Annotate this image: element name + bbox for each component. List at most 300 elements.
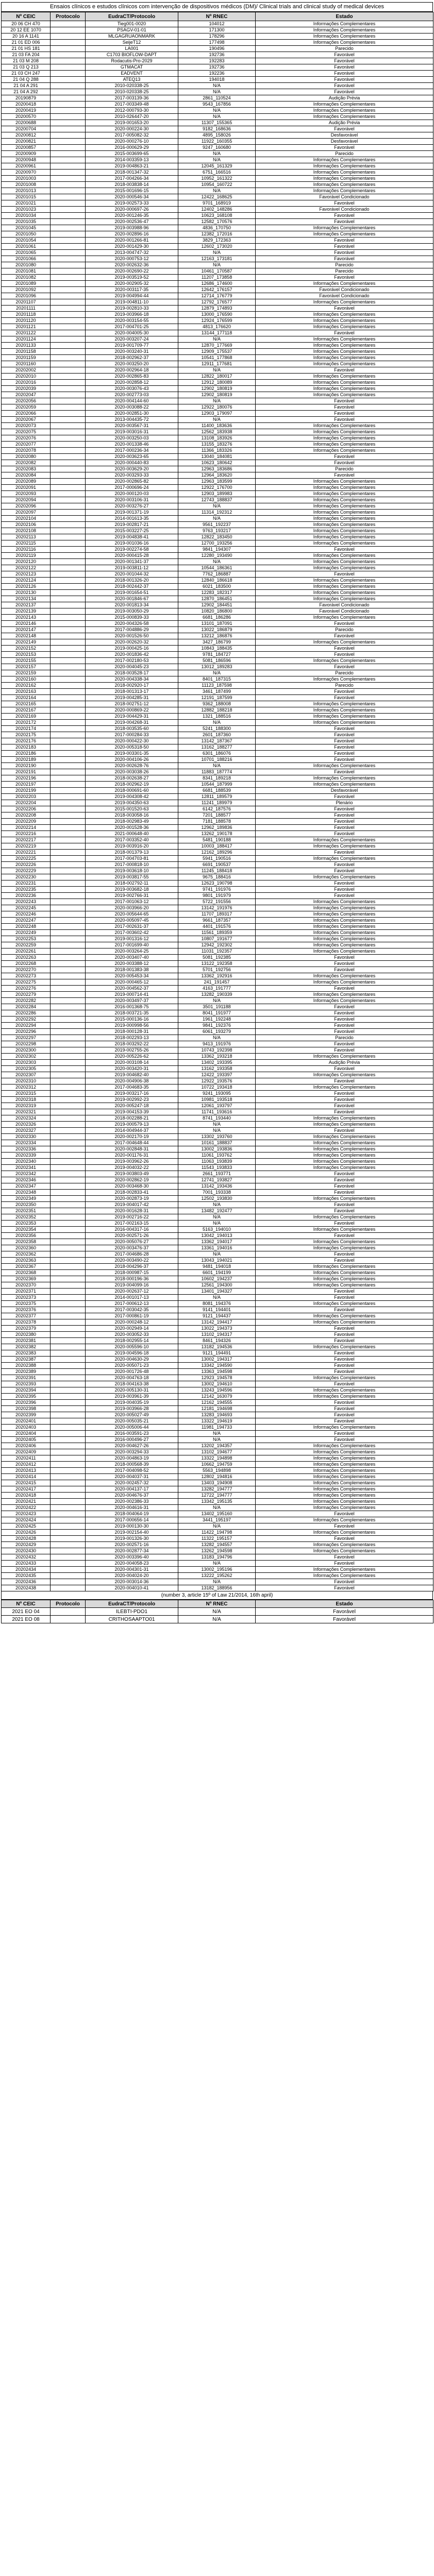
cell-eudract: 2018-002751-12 <box>86 701 178 707</box>
cell-eudract: 2020-002865-82 <box>86 479 178 485</box>
cell-ceic: 20202307 <box>2 1072 51 1078</box>
table-row <box>2 256 433 262</box>
cell-eudract: 2020-004326-58 <box>86 621 178 627</box>
cell-estado: Informações Complementares <box>256 336 433 343</box>
table-row <box>2 1387 433 1394</box>
cell-ceic: 20202096 <box>2 503 51 510</box>
cell-rnec: 3427_186799 <box>178 639 256 646</box>
cell-estado: Informações Complementares <box>256 948 433 955</box>
cell-eudract: 2016-003591-23 <box>86 1431 178 1437</box>
cell-estado: Informações Complementares <box>256 714 433 720</box>
cell-estado: Favorável <box>256 1326 433 1332</box>
cell-eudract: 2019-000425-16 <box>86 646 178 652</box>
cell-rnec: 6142_187576 <box>178 806 256 812</box>
table-row <box>2 986 433 992</box>
cell-protocolo <box>51 485 86 491</box>
cell-protocolo <box>51 1455 86 1462</box>
cell-eudract: 2020-002862-19 <box>86 1177 178 1183</box>
cell-estado: Informações Complementares <box>256 1196 433 1202</box>
cell-eudract: 2019-002274-58 <box>86 547 178 553</box>
table-row <box>2 1177 433 1183</box>
cell-estado: Favorável <box>256 967 433 973</box>
cell-eudract: 2018-000128-31 <box>86 1029 178 1035</box>
cell-protocolo <box>51 528 86 534</box>
cell-estado: Informações Complementares <box>256 1530 433 1536</box>
cell-eudract: 2019-003966-18 <box>86 312 178 318</box>
cell-rnec: N/A <box>178 1561 256 1567</box>
table-row <box>2 1004 433 1010</box>
cell-ceic: 20202126 <box>2 584 51 590</box>
cell-protocolo <box>51 1462 86 1468</box>
cell-protocolo <box>51 1425 86 1431</box>
cell-estado: Favorável <box>256 1202 433 1208</box>
cell-protocolo <box>51 584 86 590</box>
cell-rnec: 13022_194373 <box>178 1326 256 1332</box>
cell-rnec: 10662_194759 <box>178 1462 256 1468</box>
table-row <box>2 1264 433 1270</box>
cell-eudract: 2020-001176-31 <box>86 1153 178 1159</box>
table-row <box>2 1128 433 1134</box>
cell-eudract: 2018-001383-38 <box>86 967 178 973</box>
cell-protocolo <box>51 1474 86 1480</box>
cell-protocolo <box>51 757 86 763</box>
table-row <box>2 200 433 207</box>
cell-ceic: 20202116 <box>2 547 51 553</box>
header-row <box>2 12 433 21</box>
cell-protocolo <box>51 775 86 782</box>
cell-rnec: 12912_180089 <box>178 380 256 386</box>
cell-protocolo <box>51 207 86 213</box>
cell-estado: Informações Complementares <box>256 565 433 571</box>
cell-estado: Informações Complementares <box>256 874 433 880</box>
cell-eudract: 2019-003519-52 <box>86 275 178 281</box>
cell-ceic: 21 01 HS 181 <box>2 46 51 52</box>
cell-estado: Favorável <box>256 1029 433 1035</box>
cell-eudract: 2019-001036-16 <box>86 540 178 547</box>
table-row <box>2 139 433 145</box>
cell-protocolo <box>51 374 86 380</box>
table-row <box>2 398 433 404</box>
cell-estado: Favorável <box>256 411 433 417</box>
cell-eudract: 2020-000869-22 <box>86 707 178 714</box>
cell-eudract: ILEBTI-PDO1 <box>86 1608 178 1616</box>
table-row <box>2 442 433 448</box>
cell-eudract: 2019-003962-26 <box>86 1159 178 1165</box>
cell-rnec: 12743_188837 <box>178 497 256 503</box>
cell-eudract: 2019-001653-20 <box>86 120 178 126</box>
table-row <box>2 1153 433 1159</box>
cell-protocolo <box>51 1214 86 1221</box>
cell-eudract: 2020-004010-41 <box>86 1585 178 1591</box>
table-row <box>2 794 433 800</box>
cell-rnec: N/A <box>178 1616 256 1623</box>
cell-rnec: 13262_190178 <box>178 831 256 837</box>
cell-eudract: 2017-002163-15 <box>86 1221 178 1227</box>
table-row <box>2 608 433 615</box>
cell-estado: Informações Complementares <box>256 188 433 194</box>
table-row <box>2 621 433 627</box>
cell-protocolo <box>51 268 86 275</box>
cell-protocolo <box>51 1282 86 1289</box>
table-row <box>2 646 433 652</box>
cell-protocolo <box>51 887 86 893</box>
cell-protocolo <box>51 306 86 312</box>
cell-protocolo <box>51 1313 86 1319</box>
cell-eudract: 2018-003838-14 <box>86 182 178 188</box>
table-row <box>2 1431 433 1437</box>
cell-ceic: 20202336 <box>2 1146 51 1153</box>
cell-protocolo <box>51 732 86 738</box>
cell-ceic: 20202433 <box>2 1561 51 1567</box>
cell-protocolo <box>51 670 86 676</box>
table-row <box>2 868 433 874</box>
cell-protocolo <box>51 1530 86 1536</box>
cell-eudract: 2014-003359-13 <box>86 157 178 163</box>
cell-rnec: 6751_166516 <box>178 170 256 176</box>
cell-ceic: 20200418 <box>2 101 51 108</box>
table-row <box>2 1375 433 1381</box>
cell-estado: Favorável <box>256 126 433 132</box>
cell-ceic: 20202163 <box>2 689 51 695</box>
cell-ceic: 20202219 <box>2 843 51 850</box>
table-row <box>2 627 433 633</box>
cell-eudract: 2015-000839-33 <box>86 615 178 621</box>
cell-rnec: 13043_194021 <box>178 1258 256 1264</box>
cell-ceic: 20202414 <box>2 1474 51 1480</box>
table-row <box>2 1400 433 1406</box>
cell-eudract: 2020-003088-22 <box>86 404 178 411</box>
cell-ceic: 20201021 <box>2 200 51 207</box>
cell-estado: Informações Complementares <box>256 361 433 367</box>
cell-protocolo <box>51 33 86 40</box>
cell-protocolo <box>51 225 86 231</box>
cell-rnec: 13142_191976 <box>178 905 256 911</box>
cell-rnec: 12902_180819 <box>178 392 256 398</box>
cell-ceic: 20202076 <box>2 435 51 442</box>
cell-rnec: 13162_188277 <box>178 744 256 751</box>
cell-rnec: 12911_177681 <box>178 361 256 367</box>
cell-protocolo <box>51 1054 86 1060</box>
table-row <box>2 664 433 670</box>
table-row <box>2 683 433 689</box>
cell-ceic: 20202124 <box>2 578 51 584</box>
cell-ceic: 20202409 <box>2 1449 51 1455</box>
cell-rnec: 4813_176620 <box>178 324 256 330</box>
cell-protocolo <box>51 1437 86 1443</box>
cell-ceic: 20202383 <box>2 1350 51 1357</box>
cell-ceic: 20202415 <box>2 1480 51 1486</box>
cell-rnec: 11207_173858 <box>178 275 256 281</box>
cell-estado: Favorável <box>256 1233 433 1239</box>
cell-eudract: 2020-001846-67 <box>86 596 178 602</box>
cell-rnec: 11981_194733 <box>178 1425 256 1431</box>
cell-estado: Informações Complementares <box>256 1344 433 1350</box>
cell-protocolo <box>51 497 86 503</box>
cell-rnec: 12903_189983 <box>178 491 256 497</box>
cell-rnec: 177498 <box>178 40 256 46</box>
cell-ceic: 21 04 Q 288 <box>2 77 51 83</box>
cell-protocolo <box>51 911 86 918</box>
table-row <box>2 1282 433 1289</box>
cell-rnec: 5081_186596 <box>178 658 256 664</box>
cell-rnec: 9841_194307 <box>178 547 256 553</box>
cell-rnec: N/A <box>178 1431 256 1437</box>
cell-ceic: 20201023 <box>2 207 51 213</box>
cell-protocolo <box>51 1091 86 1097</box>
cell-estado: Favorável <box>256 1357 433 1363</box>
cell-protocolo <box>51 1140 86 1146</box>
cell-estado: Informações Complementares <box>256 911 433 918</box>
cell-rnec: 8081_194376 <box>178 1301 256 1307</box>
cell-estado: Informações Complementares <box>256 578 433 584</box>
cell-protocolo <box>51 1418 86 1425</box>
table-row <box>2 584 433 590</box>
cell-protocolo <box>51 1097 86 1103</box>
cell-protocolo <box>51 1072 86 1078</box>
table-row <box>2 1060 433 1066</box>
cell-ceic: 20202296 <box>2 1029 51 1035</box>
cell-protocolo <box>51 1221 86 1227</box>
cell-ceic: 20202334 <box>2 1140 51 1146</box>
cell-protocolo <box>51 1406 86 1412</box>
cell-eudract: 2018-000987-15 <box>86 1270 178 1276</box>
cell-ceic: 20202435 <box>2 1573 51 1579</box>
cell-estado: Favorável <box>256 1369 433 1375</box>
cell-estado: Favorável <box>256 1221 433 1227</box>
cell-ceic: 20201092 <box>2 287 51 293</box>
cell-protocolo <box>51 961 86 967</box>
cell-eudract: 2018-002833-41 <box>86 1190 178 1196</box>
cell-rnec: 12191_187599 <box>178 695 256 701</box>
cell-eudract: 2020-005226-62 <box>86 1054 178 1060</box>
cell-protocolo <box>51 244 86 250</box>
cell-eudract: Rodacutis-Pro-2029 <box>86 58 178 64</box>
table-row <box>2 880 433 887</box>
table-row <box>2 961 433 967</box>
cell-protocolo <box>51 1542 86 1548</box>
cell-rnec: 10807_191677 <box>178 936 256 942</box>
cell-ceic: 20202148 <box>2 633 51 639</box>
cell-estado: Favorável <box>256 986 433 992</box>
cell-protocolo <box>51 454 86 460</box>
cell-estado: Favorável <box>256 794 433 800</box>
cell-protocolo <box>51 1295 86 1301</box>
table-row <box>2 1196 433 1202</box>
cell-estado: Informações Complementares <box>256 590 433 596</box>
cell-ceic: 20200688 <box>2 120 51 126</box>
cell-eudract: 2020-002457-32 <box>86 1480 178 1486</box>
cell-eudract: 2020-000440-83 <box>86 460 178 466</box>
cell-estado: Informações Complementares <box>256 540 433 547</box>
cell-eudract: 2021-000648-40 <box>86 831 178 837</box>
cell-estado: Favorável <box>256 880 433 887</box>
cell-estado: Informações Complementares <box>256 1319 433 1326</box>
cell-rnec: 9182_168636 <box>178 126 256 132</box>
cell-ceic: 20202376 <box>2 1307 51 1313</box>
table-row <box>2 1307 433 1313</box>
cell-estado: Favorável Condicionado <box>256 194 433 200</box>
cell-eudract: Tieg001-0020 <box>86 21 178 27</box>
cell-rnec: 190496 <box>178 46 256 52</box>
cell-estado: Informações Complementares <box>256 225 433 231</box>
cell-rnec: 11322_195157 <box>178 1536 256 1542</box>
cell-eudract: 2020-003250-03 <box>86 435 178 442</box>
cell-ceic: 20202259 <box>2 942 51 948</box>
cell-rnec: N/A <box>178 398 256 404</box>
cell-eudract: 2020-003038-26 <box>86 769 178 775</box>
cell-eudract: 2020-003407-40 <box>86 955 178 961</box>
cell-protocolo <box>51 491 86 497</box>
table-row <box>2 503 433 510</box>
cell-eudract: 2020-005006-44 <box>86 1425 178 1431</box>
cell-ceic: 20202369 <box>2 1276 51 1282</box>
cell-estado: Informações Complementares <box>256 114 433 120</box>
cell-estado: Favorável <box>256 1511 433 1517</box>
cell-protocolo <box>51 1548 86 1554</box>
table-row <box>2 955 433 961</box>
cell-protocolo <box>51 726 86 732</box>
cell-eudract: 2019-001326-30 <box>86 1536 178 1542</box>
cell-eudract: 2020-001726-48 <box>86 1369 178 1375</box>
cell-protocolo <box>51 1183 86 1190</box>
cell-estado: Informações Complementares <box>256 374 433 380</box>
table-row <box>2 299 433 306</box>
sub-col-header-estado: Estado <box>256 1600 433 1608</box>
cell-eudract: 2020-004144-60 <box>86 398 178 404</box>
cell-eudract: 2020-003240-31 <box>86 349 178 355</box>
table-row <box>2 1183 433 1190</box>
cell-estado: Informações Complementares <box>256 1084 433 1091</box>
cell-eudract: 2020-001628-31 <box>86 1208 178 1214</box>
cell-estado: Favorável <box>256 52 433 58</box>
cell-rnec: 13342_194590 <box>178 1363 256 1369</box>
cell-rnec: 11123_187598 <box>178 683 256 689</box>
table-row <box>2 633 433 639</box>
cell-estado: Informações Complementares <box>256 485 433 491</box>
table-row <box>2 293 433 299</box>
cell-eudract: 2017-000861-19 <box>86 1313 178 1319</box>
cell-estado: Informações Complementares <box>256 1567 433 1573</box>
cell-protocolo <box>51 868 86 874</box>
cell-rnec: 10461_170587 <box>178 268 256 275</box>
cell-protocolo <box>51 330 86 336</box>
cell-rnec: 10161_188837 <box>178 1140 256 1146</box>
table-row <box>2 1344 433 1350</box>
cell-rnec: 13282_194557 <box>178 1542 256 1548</box>
cell-ceic: 20201003 <box>2 176 51 182</box>
cell-estado: Favorável <box>256 213 433 219</box>
cell-rnec: 13402_193395 <box>178 1060 256 1066</box>
cell-protocolo <box>51 794 86 800</box>
cell-estado: Informações Complementares <box>256 1394 433 1400</box>
table-row <box>2 800 433 806</box>
cell-rnec: N/A <box>178 670 256 676</box>
table-row <box>2 33 433 40</box>
cell-protocolo <box>51 825 86 831</box>
cell-estado: Informações Complementares <box>256 1313 433 1319</box>
cell-protocolo <box>51 281 86 287</box>
cell-eudract: 2019-002992-23 <box>86 1097 178 1103</box>
cell-eudract: 2020-003052-33 <box>86 1332 178 1338</box>
cell-ceic: 20202377 <box>2 1313 51 1319</box>
cell-ceic: 20202389 <box>2 1369 51 1375</box>
cell-eudract: 2016-000496-27 <box>86 1437 178 1443</box>
cell-eudract: 2016-001368-75 <box>86 1004 178 1010</box>
cell-protocolo <box>51 633 86 639</box>
cell-eudract: 2020-001341-37 <box>86 559 178 565</box>
table-row <box>2 1480 433 1486</box>
cell-rnec: 11400_183636 <box>178 423 256 429</box>
cell-protocolo <box>51 812 86 819</box>
cell-protocolo <box>51 1208 86 1214</box>
cell-rnec: 10743_192398 <box>178 1047 256 1054</box>
table-row <box>2 287 433 293</box>
cell-estado: Favorável <box>256 862 433 868</box>
cell-rnec: 12963_183599 <box>178 479 256 485</box>
cell-rnec: 13222_195262 <box>178 1573 256 1579</box>
cell-protocolo <box>51 547 86 553</box>
table-row <box>2 528 433 534</box>
cell-ceic: 20202084 <box>2 472 51 479</box>
cell-estado: Informações Complementares <box>256 27 433 33</box>
cell-protocolo <box>51 200 86 207</box>
table-row <box>2 831 433 837</box>
table-row <box>2 1134 433 1140</box>
cell-protocolo <box>51 114 86 120</box>
table-row <box>2 534 433 540</box>
cell-protocolo <box>51 1270 86 1276</box>
cell-protocolo <box>51 312 86 318</box>
cell-eudract: 2019-002817-21 <box>86 522 178 528</box>
cell-rnec: N/A <box>178 108 256 114</box>
cell-rnec: 13002_193836 <box>178 1146 256 1153</box>
cell-protocolo <box>51 1307 86 1313</box>
cell-protocolo <box>51 1190 86 1196</box>
cell-eudract: 2019-003682-18 <box>86 887 178 893</box>
cell-protocolo <box>51 275 86 281</box>
cell-eudract: 2019-004099-16 <box>86 1282 178 1289</box>
table-row <box>2 77 433 83</box>
cell-eudract: 2020-000120-03 <box>86 491 178 497</box>
cell-rnec: 3461_187499 <box>178 689 256 695</box>
cell-eudract: 2017-004266-34 <box>86 176 178 182</box>
cell-protocolo <box>51 1480 86 1486</box>
cell-ceic: 20202395 <box>2 1394 51 1400</box>
cell-protocolo <box>51 1035 86 1041</box>
cell-estado: Favorável <box>256 1554 433 1561</box>
cell-ceic: 20202318 <box>2 1097 51 1103</box>
table-row <box>2 1449 433 1455</box>
cell-ceic: 20201120 <box>2 318 51 324</box>
cell-ceic: 20202176 <box>2 738 51 744</box>
cell-protocolo <box>51 893 86 899</box>
cell-protocolo <box>51 1499 86 1505</box>
cell-rnec: 9741_191976 <box>178 887 256 893</box>
cell-rnec: 13012_189283 <box>178 664 256 670</box>
table-row <box>2 64 433 71</box>
cell-protocolo <box>51 83 86 89</box>
cell-eudract: 2020-001338-46 <box>86 442 178 448</box>
cell-ceic: 20202002 <box>2 367 51 374</box>
sub-col-header-eudract: EudraCT/Protocolo <box>86 1600 178 1608</box>
cell-estado: Informações Complementares <box>256 1227 433 1233</box>
cell-rnec: N/A <box>178 1035 256 1041</box>
cell-estado: Informações Complementares <box>256 615 433 621</box>
cell-ceic: 20201045 <box>2 225 51 231</box>
table-row <box>2 231 433 238</box>
cell-ceic: 20202149 <box>2 639 51 646</box>
cell-eudract: 2019-003961-39 <box>86 1394 178 1400</box>
